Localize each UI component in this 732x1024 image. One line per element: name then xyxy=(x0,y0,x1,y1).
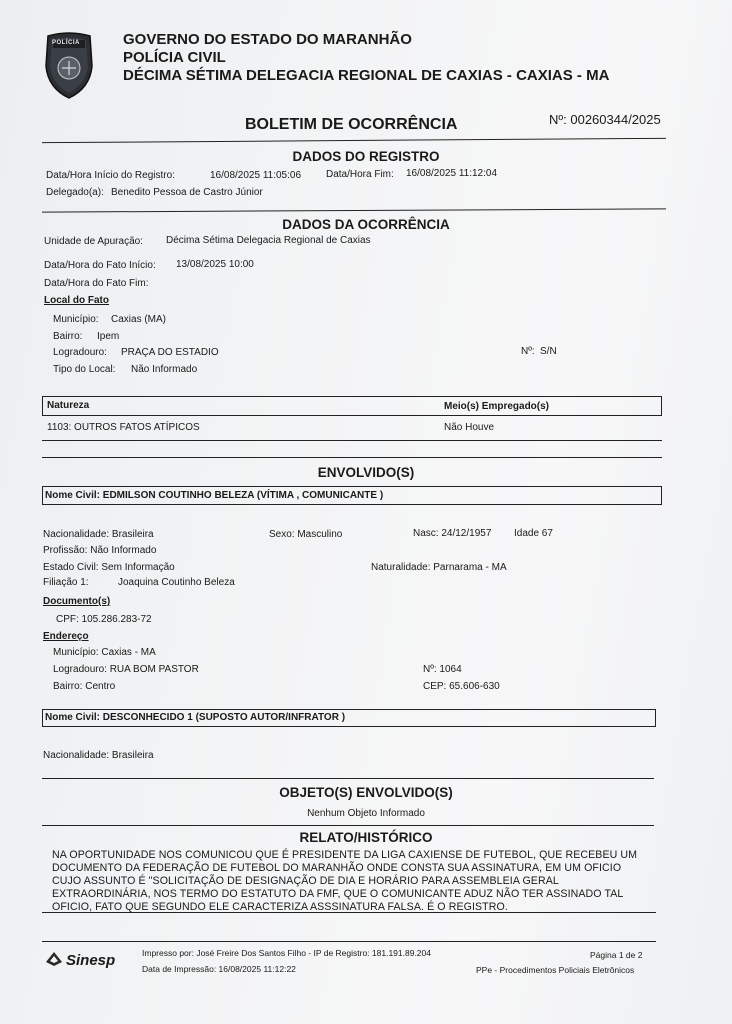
footer-data-impressao: Data de Impressão: 16/08/2025 11:12:22 xyxy=(142,964,296,974)
local-bairro-label: Bairro: xyxy=(53,331,83,342)
meio-header: Meio(s) Empregado(s) xyxy=(444,401,550,412)
natureza-value: 1103: OUTROS FATOS ATÍPICOS xyxy=(47,422,200,433)
objetos-value: Nenhum Objeto Informado xyxy=(307,808,425,819)
natureza-header-box xyxy=(42,396,662,416)
footer-pagina: Página 1 de 2 xyxy=(590,950,643,960)
meio-value: Não Houve xyxy=(444,422,495,433)
registro-heading: DADOS DO REGISTRO xyxy=(292,149,440,164)
footer-sistema: PPe - Procedimentos Policiais Eletrônicos xyxy=(476,965,635,975)
divider xyxy=(42,912,656,913)
endereco-municipio: Município: Caxias - MA xyxy=(53,647,156,658)
endereco-numero: Nº: 1064 xyxy=(423,664,462,675)
ocorrencia-heading: DADOS DA OCORRÊNCIA xyxy=(282,217,450,232)
envolvido1-filiacao-value: Joaquina Coutinho Beleza xyxy=(118,577,235,588)
local-bairro-value: Ipem xyxy=(97,331,120,342)
fato-inicio-label: Data/Hora do Fato Início: xyxy=(44,260,156,271)
relato-line: NA OPORTUNIDADE NOS COMUNICOU QUE É PRESIDENTE DA LIGA CAXIENSE DE FUTEBOL, QUE RECEBEU UM xyxy=(52,849,638,861)
relato-line: OFICIO, FATO QUE SEGUNDO ELE CARACTERIZA ASSSINATURA FALSA. É O REGISTRO. xyxy=(52,901,508,913)
fato-fim-label: Data/Hora do Fato Fim: xyxy=(44,278,149,289)
local-numero-value: S/N xyxy=(540,346,557,357)
local-heading: Local do Fato xyxy=(44,295,109,306)
divider xyxy=(42,138,666,143)
local-logradouro-label: Logradouro: xyxy=(53,347,107,358)
relato-line: CUJO ASSUNTO É "SOLICITAÇÃO DE DESIGNAÇÃO DE DIA E HORÁRIO PARA ASSEMBLEIA GERAL xyxy=(52,875,559,887)
relato-line: EXTRAORDINÁRIA, NOS TERMO DO ESTATUTO DA FMF, QUE O COMUNICANTE ADUZ NÃO TER ASSINADO TAL xyxy=(52,888,624,900)
footer-divider xyxy=(42,941,656,942)
envolvido1-sexo: Sexo: Masculino xyxy=(269,529,343,540)
endereco-logradouro: Logradouro: RUA BOM PASTOR xyxy=(53,664,199,675)
delegado-label: Delegado(a): xyxy=(46,187,104,198)
envolvido1-nome: Nome Civil: EDMILSON COUTINHO BELEZA (VÍTIMA , COMUNICANTE ) xyxy=(45,490,384,501)
document-number: Nº: 00260344/2025 xyxy=(549,112,661,127)
local-logradouro-value: PRAÇA DO ESTADIO xyxy=(121,347,219,358)
registro-fim-value: 16/08/2025 11:12:04 xyxy=(406,168,498,179)
unidade-label: Unidade de Apuração: xyxy=(44,236,143,247)
envolvido1-idade: Idade 67 xyxy=(514,528,553,539)
delegado-value: Benedito Pessoa de Castro Júnior xyxy=(111,187,263,198)
unidade-value: Décima Sétima Delegacia Regional de Caxias xyxy=(166,235,371,246)
local-tipo-label: Tipo do Local: xyxy=(53,364,116,375)
envolvido2-nacionalidade: Nacionalidade: Brasileira xyxy=(43,750,154,761)
header-delegacia: DÉCIMA SÉTIMA DELEGACIA REGIONAL DE CAXIAS - CAXIAS - MA xyxy=(123,67,610,84)
local-tipo-value: Não Informado xyxy=(131,364,198,375)
header-policia-civil: POLÍCIA CIVIL xyxy=(123,49,226,66)
footer-impresso: Impresso por: José Freire Dos Santos Filho - IP de Registro: 181.191.89.204 xyxy=(142,948,431,958)
divider xyxy=(42,440,662,441)
natureza-header: Natureza xyxy=(47,400,90,411)
envolvido2-nome: Nome Civil: DESCONHECIDO 1 (SUPOSTO AUTOR/INFRATOR ) xyxy=(45,712,346,723)
registro-fim-label: Data/Hora Fim: xyxy=(326,169,394,180)
relato-heading: RELATO/HISTÓRICO xyxy=(299,830,433,845)
endereco-cep: CEP: 65.606-630 xyxy=(423,681,500,692)
local-municipio-value: Caxias (MA) xyxy=(111,314,167,325)
sinesp-logo-icon xyxy=(44,950,64,968)
envolvido1-profissao: Profissão: Não Informado xyxy=(43,545,157,556)
envolvido1-nasc: Nasc: 24/12/1957 xyxy=(413,528,492,539)
divider xyxy=(42,825,654,826)
local-municipio-label: Município: xyxy=(53,314,99,325)
envolvido1-cpf: CPF: 105.286.283-72 xyxy=(56,614,152,625)
envolvidos-heading: ENVOLVIDO(S) xyxy=(317,465,415,480)
document-title: BOLETIM DE OCORRÊNCIA xyxy=(245,116,458,133)
documento-heading: Documento(s) xyxy=(43,596,111,607)
relato-line: DOCUMENTO DA FEDERAÇÃO DE FUTEBOL DO MARANHÃO ONDE CONSTA SUA ASSINATURA, EM UM OFICIO xyxy=(52,862,622,874)
header-governo: GOVERNO DO ESTADO DO MARANHÃO xyxy=(123,31,412,48)
envolvido1-estado-civil: Estado Civil: Sem Informação xyxy=(43,562,175,573)
envolvido1-nacionalidade: Nacionalidade: Brasileira xyxy=(43,529,154,540)
divider xyxy=(42,778,654,779)
envolvido1-naturalidade: Naturalidade: Parnarama - MA xyxy=(371,562,507,573)
registro-inicio-label: Data/Hora Início do Registro: xyxy=(46,170,175,181)
envolvido1-filiacao-label: Filiação 1: xyxy=(43,577,89,588)
divider xyxy=(42,457,662,458)
fato-inicio-value: 13/08/2025 10:00 xyxy=(176,259,254,270)
local-numero-label: Nº: xyxy=(521,346,535,357)
badge-text: POLÍCIA xyxy=(52,40,80,46)
objetos-heading: OBJETO(S) ENVOLVIDO(S) xyxy=(279,785,453,800)
divider xyxy=(42,208,666,212)
sinesp-logo-text: Sinesp xyxy=(66,952,116,969)
endereco-heading: Endereço xyxy=(43,631,89,642)
registro-inicio-value: 16/08/2025 11:05:06 xyxy=(210,170,302,181)
endereco-bairro: Bairro: Centro xyxy=(53,681,116,692)
